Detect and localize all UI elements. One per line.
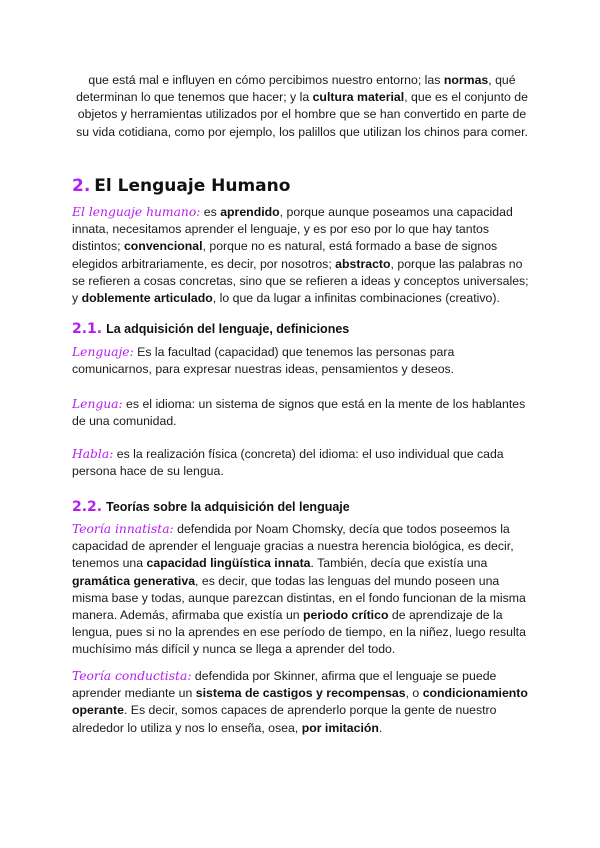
handwritten-label: Habla: [72,447,114,461]
definition-lengua [72,396,532,430]
handwritten-label: Lenguaje: [72,345,134,359]
term-periodo-critico: periodo crítico [303,608,389,623]
handwritten-label: Lengua: [72,397,123,411]
intro-text: , qué determinan lo que tenemos que hacer; y la [76,73,516,105]
section-2-paragraph [72,204,532,307]
theory-conductista [72,668,532,737]
section-title: Teorías sobre la adquisición del lenguaje [106,500,350,514]
term-normas: normas [443,73,489,87]
section-2-2-heading [72,499,350,515]
section-number: 2. [72,176,91,196]
body-text: defendida por Skinner, afirma que el lenguaje se puede aprender mediante un [72,669,497,701]
term-abstracto: abstracto [335,256,391,271]
section-title: El Lenguaje Humano [94,176,291,196]
term-condicionamiento-operante: condicionamiento operante [72,686,528,718]
handwritten-label: Teoría conductista: [72,669,192,683]
intro-text: , que es el conjunto de objetos y herramientas utilizados por el hombre que se han convertido en parte de su vida cotidiana, como por ejemplo, los palillos que utilizan los chinos para comer. [76,90,528,139]
body-text: , es decir, que todas las lenguas del mundo poseen una misma base y todas, aunque parezcan distintas, en el fondo funcionan de la misma manera. Además, afirmaba que existía un [72,573,526,623]
section-2-heading [72,176,290,196]
body-text: , lo que da lugar a infinitas combinaciones (creativo). [212,291,500,306]
section-2-1-heading [72,321,349,337]
term-por-imitacion: por imitación [301,720,379,735]
intro-paragraph [72,72,532,141]
intro-text: que está mal e influyen en cómo percibimos nuestro entorno; las [88,73,444,87]
term-cultura-material: cultura material [312,90,405,105]
body-text: de aprendizaje de la lengua, pues si no la aprendes en ese período de tiempo, en la niñez, luego resulta muchísimo más difícil y nunca se llega a aprender del todo. [72,608,526,657]
term-capacidad-innata: capacidad lingüística innata [146,556,311,571]
definition-habla [72,446,532,480]
term-doblemente-articulado: doblemente articulado [81,291,213,306]
theory-innatista [72,521,532,659]
term-gramatica-generativa: gramática generativa [72,573,196,588]
body-text: . También, decía que existía una [310,556,488,571]
section-title: La adquisición del lenguaje, definiciones [106,322,350,336]
handwritten-label: Teoría innatista: [72,522,174,536]
section-number: 2.1. [72,321,103,337]
section-number: 2.2. [72,499,103,515]
term-convencional: convencional [123,239,203,254]
body-text: es [200,205,221,219]
term-aprendido: aprendido [220,205,280,219]
body-text: , porque las palabras no se refieren a cosas concretas, sino que se refieren a ideas y conceptos universales; y [72,256,529,306]
body-text: Es la facultad (capacidad) que tenemos las personas para comunicarnos, para expresar nuestras ideas, pensamientos y deseos. [72,345,455,377]
body-text: , porque aunque poseamos una capacidad innata, necesitamos aprender el lenguaje, y es por eso por lo que hay tantos distintos; [72,205,513,254]
body-text: es la realización física (concreta) del idioma: el uso individual que cada persona hace de su lengua. [72,447,504,479]
term-castigos-recompensas: sistema de castigos y recompensas [195,686,406,701]
body-text: , porque no es natural, está formado a base de signos elegidos arbitrariamente, es decir, por nosotros; [72,239,498,271]
body-text: es el idioma: un sistema de signos que está en la mente de los hablantes de una comunidad. [72,397,526,429]
body-text: . [378,720,383,735]
body-text: . Es decir, somos capaces de aprenderlo porque la gente de nuestro alrededor lo utiliza y nos lo enseña, osea, [72,703,497,735]
definition-lenguaje [72,344,532,378]
body-text: defendida por Noam Chomsky, decía que todos poseemos la capacidad de aprender el lenguaje gracias a nuestra herencia biológica, es decir, tenemos una [72,522,514,571]
body-text: , o [405,686,423,701]
handwritten-label: El lenguaje humano: [72,205,201,219]
